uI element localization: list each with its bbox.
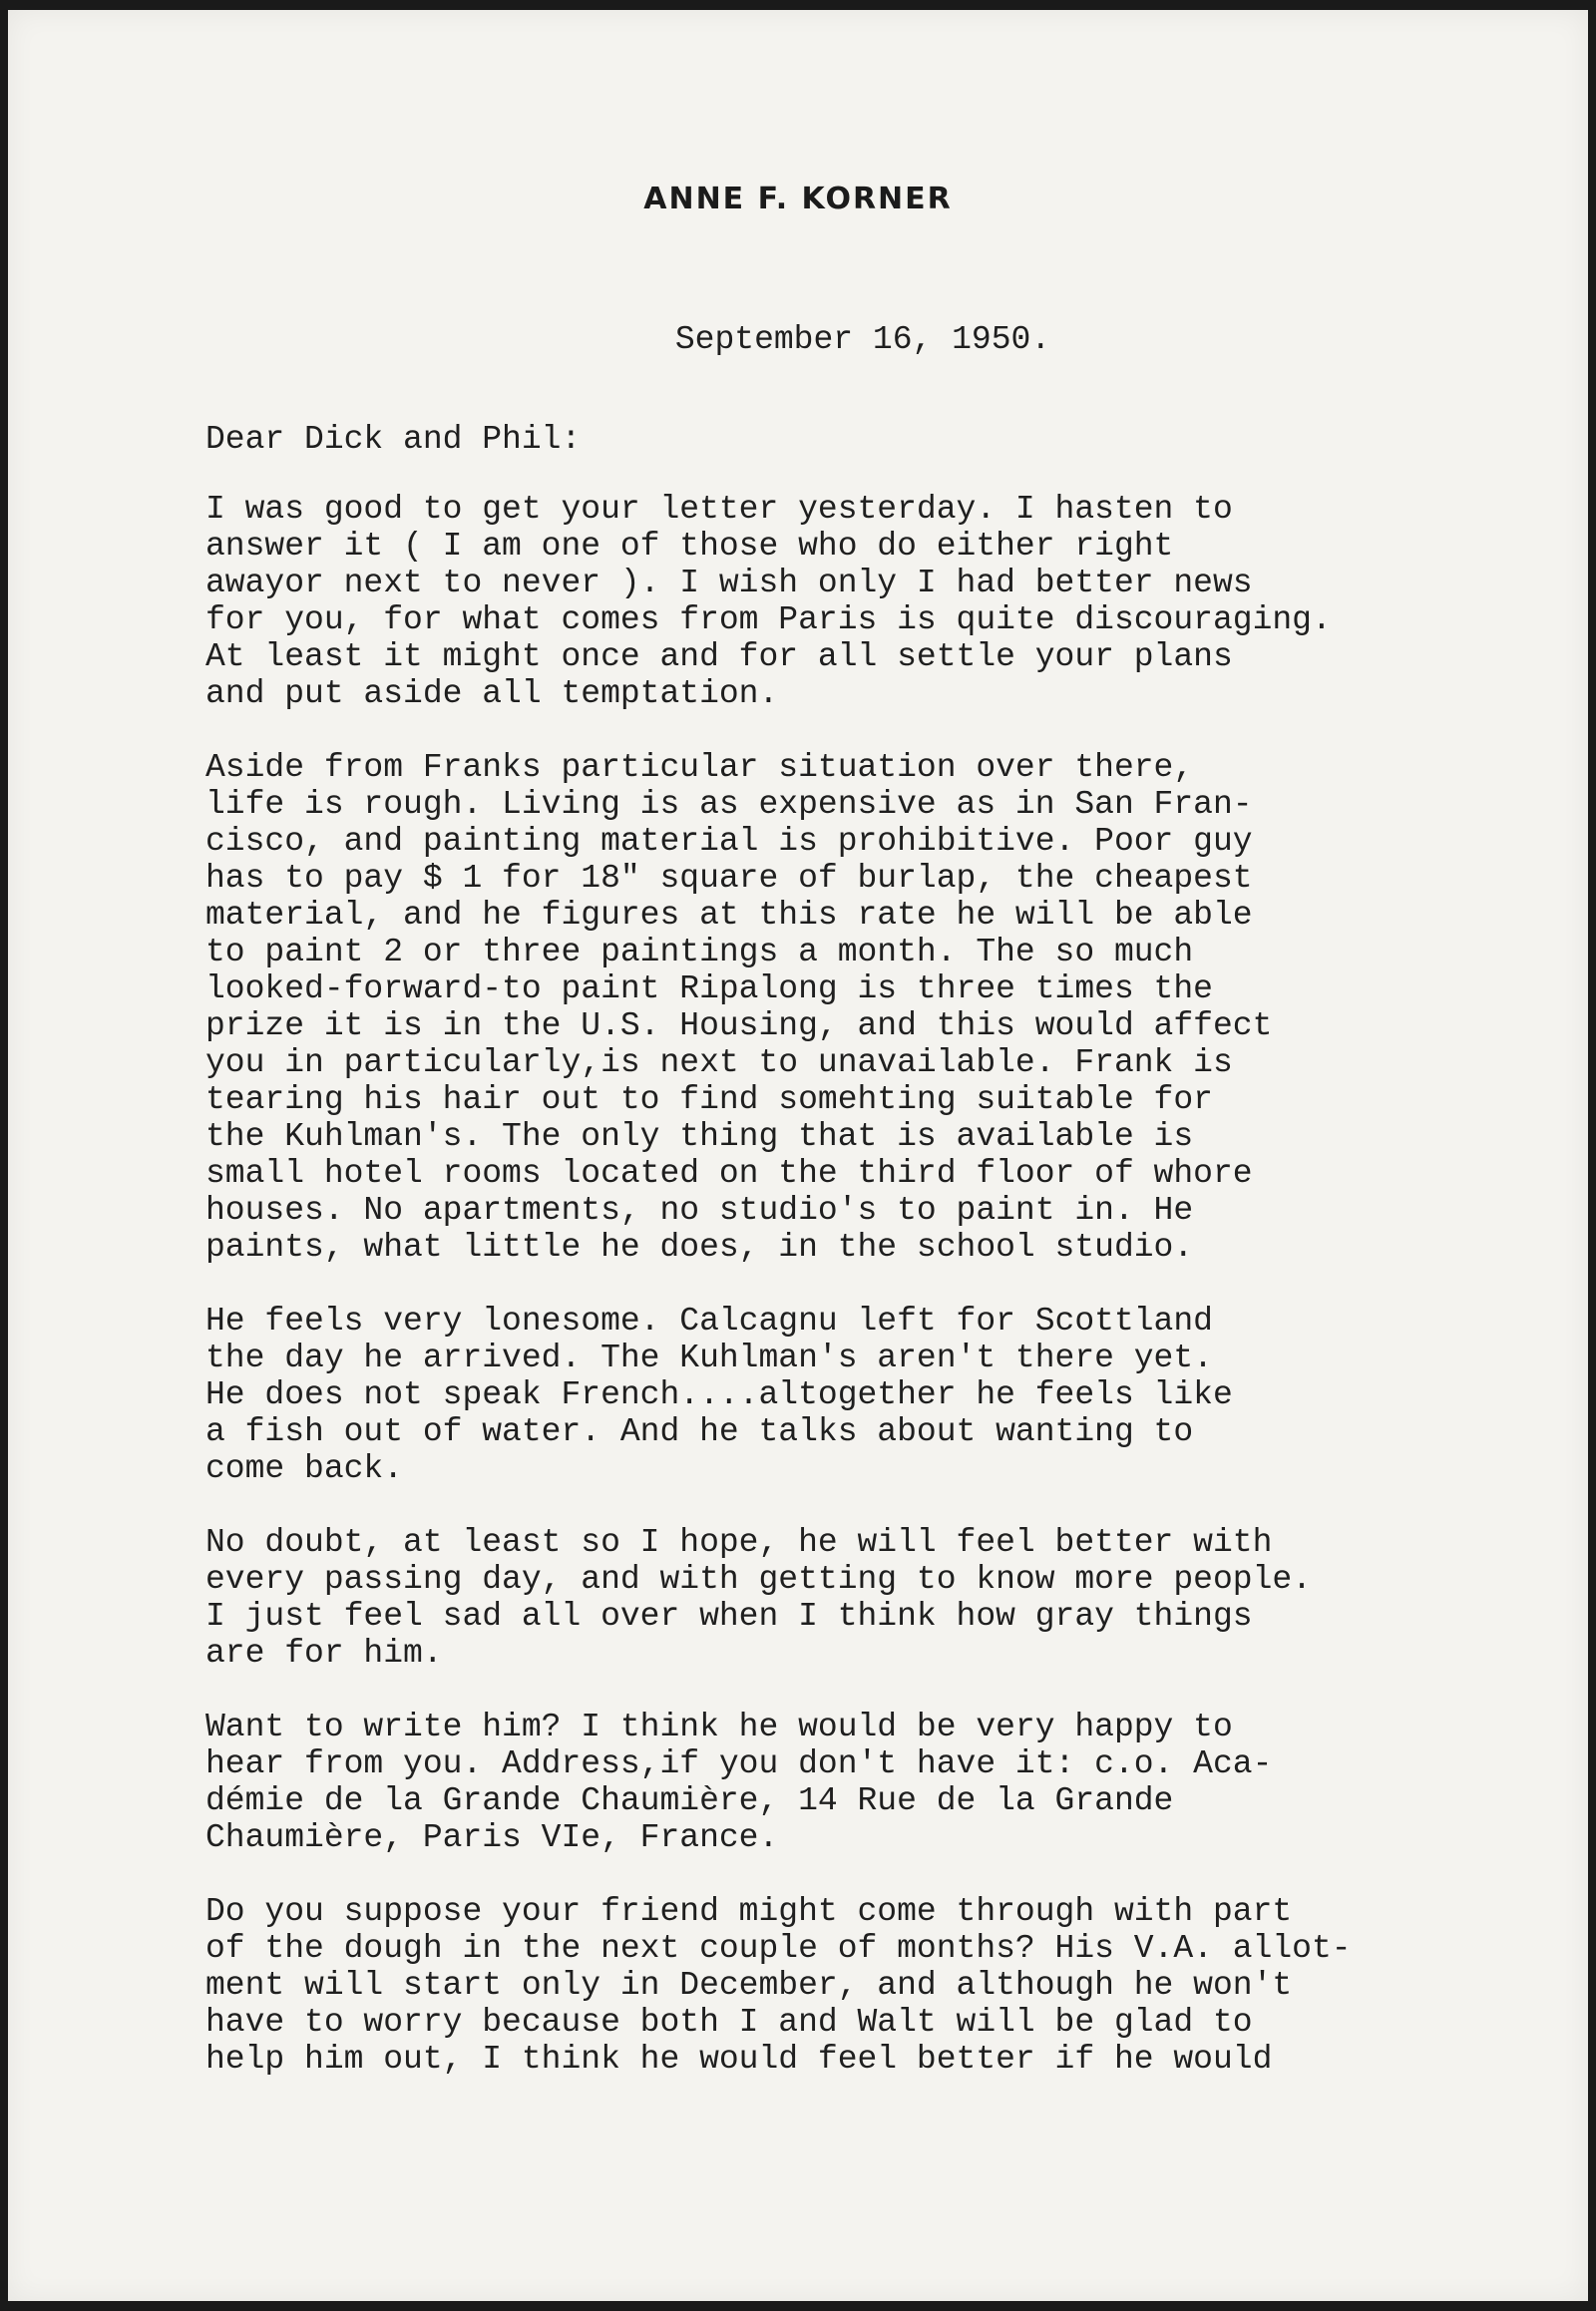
- text-line: No doubt, at least so I hope, he will feel better with: [205, 1524, 1273, 1561]
- text-line: for you, for what comes from Paris is quite discouraging.: [205, 601, 1332, 638]
- text-line: paints, what little he does, in the school studio.: [205, 1229, 1194, 1266]
- text-line: He feels very lonesome. Calcagnu left for Scottland: [205, 1303, 1213, 1340]
- text-line: and put aside all temptation.: [205, 675, 779, 712]
- text-line: Want to write him? I think he would be very happy to: [205, 1709, 1233, 1745]
- text-line: I just feel sad all over when I think how gray things: [205, 1598, 1253, 1635]
- text-line: life is rough. Living is as expensive as in San Fran-: [205, 786, 1253, 823]
- text-line: démie de la Grande Chaumière, 14 Rue de la Grande: [205, 1782, 1174, 1819]
- text-line: a fish out of water. And he talks about wanting to: [205, 1413, 1194, 1450]
- text-line: At least it might once and for all settle your plans: [205, 638, 1233, 675]
- text-line: of the dough in the next couple of months? His V.A. allot-: [205, 1930, 1352, 1967]
- text-line: He does not speak French....altogether he feels like: [205, 1376, 1233, 1413]
- text-line: material, and he figures at this rate he will be able: [205, 897, 1253, 934]
- letterhead: ANNE F. KORNER: [643, 182, 953, 216]
- text-line: the day he arrived. The Kuhlman's aren't there yet.: [205, 1340, 1213, 1376]
- paragraph-3: [205, 1303, 1572, 1487]
- text-line: tearing his hair out to find somehting suitable for: [205, 1081, 1213, 1118]
- text-line: Aside from Franks particular situation over there,: [205, 749, 1194, 786]
- text-line: has to pay $ 1 for 18" square of burlap, the cheapest: [205, 860, 1253, 897]
- text-line: I was good to get your letter yesterday. I hasten to: [205, 491, 1233, 528]
- text-line: help him out, I think he would feel better if he would: [205, 2041, 1273, 2078]
- text-line: cisco, and painting material is prohibitive. Poor guy: [205, 823, 1253, 860]
- letter-date: September 16, 1950.: [674, 321, 1051, 358]
- text-line: have to worry because both I and Walt will be glad to: [205, 2004, 1253, 2041]
- text-line: ment will start only in December, and although he won't: [205, 1967, 1293, 2004]
- text-line: hear from you. Address,if you don't have it: c.o. Aca-: [205, 1745, 1273, 1782]
- text-line: you in particularly,is next to unavailable. Frank is: [205, 1044, 1233, 1081]
- paragraph-1: [205, 491, 1572, 712]
- salutation: Dear Dick and Phil:: [205, 421, 582, 458]
- text-line: answer it ( I am one of those who do either right: [205, 528, 1174, 565]
- text-line: to paint 2 or three paintings a month. The so much: [205, 934, 1194, 970]
- paragraph-5: [205, 1709, 1572, 1856]
- letter-page: [8, 10, 1588, 2301]
- text-line: prize it is in the U.S. Housing, and this would affect: [205, 1007, 1273, 1044]
- text-line: Chaumière, Paris VIe, France.: [205, 1819, 779, 1856]
- paragraph-4: [205, 1524, 1572, 1672]
- paragraph-2: [205, 749, 1572, 1266]
- letter-body: [205, 491, 1572, 2115]
- paragraph-6: [205, 1893, 1572, 2078]
- text-line: Do you suppose your friend might come through with part: [205, 1893, 1293, 1930]
- text-line: every passing day, and with getting to know more people.: [205, 1561, 1312, 1598]
- text-line: are for him.: [205, 1635, 443, 1672]
- text-line: the Kuhlman's. The only thing that is available is: [205, 1118, 1194, 1155]
- text-line: looked-forward-to paint Ripalong is three times the: [205, 970, 1213, 1007]
- text-line: awayor next to never ). I wish only I had better news: [205, 565, 1253, 601]
- text-line: small hotel rooms located on the third floor of whore: [205, 1155, 1253, 1192]
- text-line: houses. No apartments, no studio's to paint in. He: [205, 1192, 1194, 1229]
- text-line: come back.: [205, 1450, 404, 1487]
